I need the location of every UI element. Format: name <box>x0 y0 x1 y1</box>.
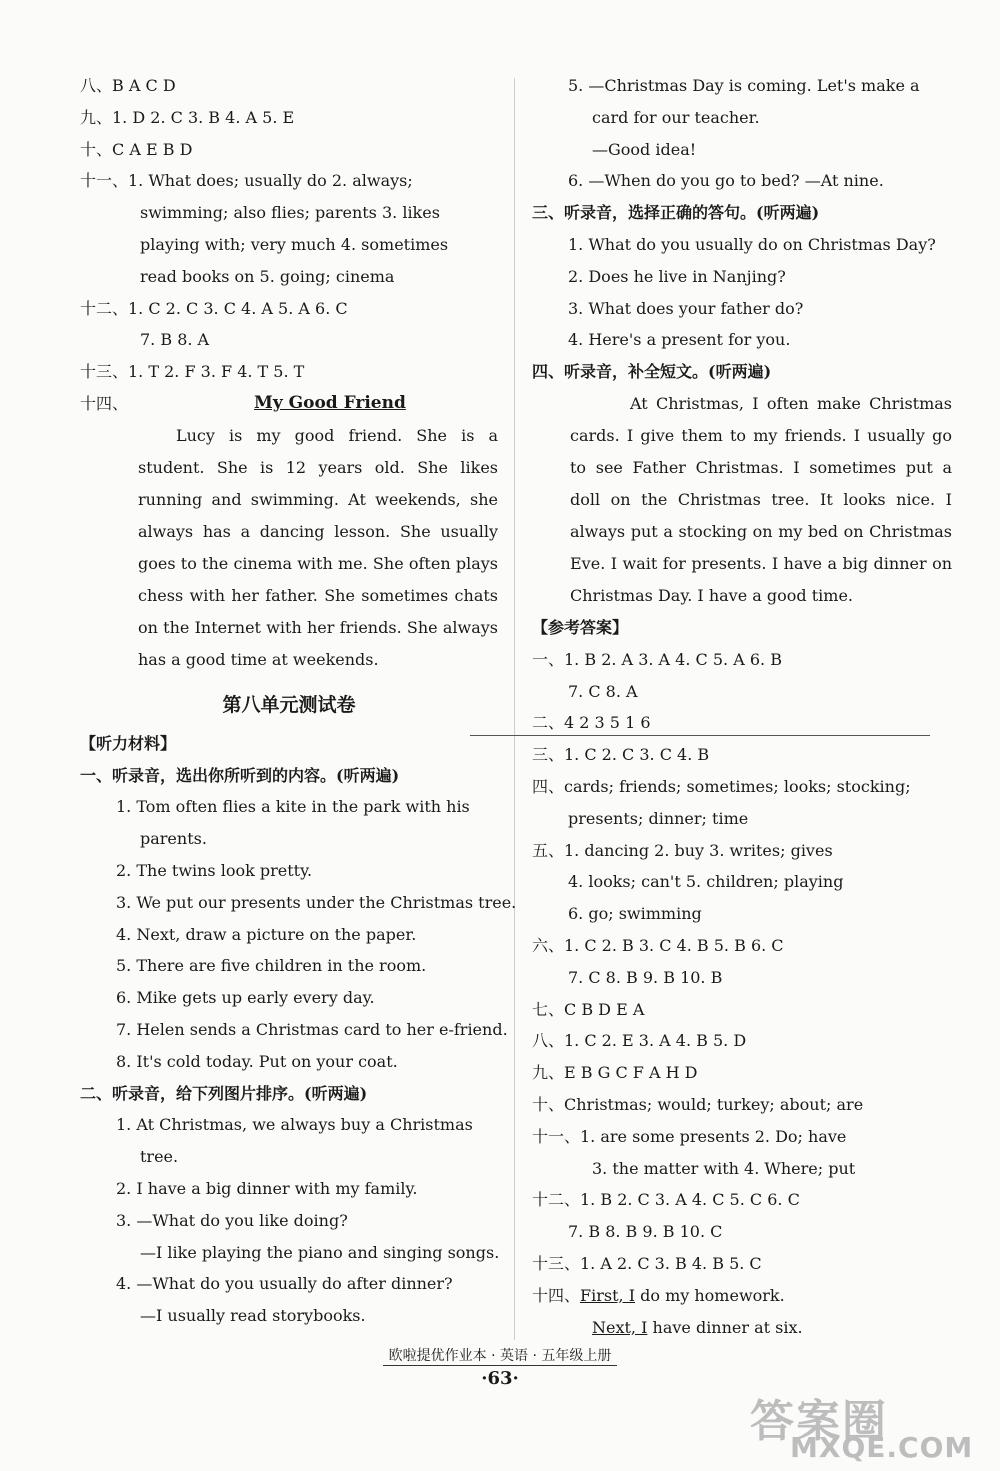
list-item: 1. What do you usually do on Christmas Day? <box>568 234 936 254</box>
answers-header: 【参考答案】 <box>532 617 629 637</box>
section-3-title: 三、听录音，选择正确的答句。(听两遍) <box>532 203 820 223</box>
answer-text: have dinner at six. <box>647 1317 803 1337</box>
answer-line <box>532 1312 952 1344</box>
underlined-text: First, I <box>580 1285 636 1305</box>
answer-line: 6. go; swimming <box>568 904 702 924</box>
answer-line: 九、1. D 2. C 3. B 4. A 5. E <box>80 107 295 127</box>
watermark-text: 答案圈 <box>750 1396 888 1447</box>
story-paragraph: Lucy is my good friend. She is a student. She is 12 years old. She likes running and swimming. At weekends, she always has a dancing lesson. She usually goes to the cinema with me. She often plays chess with her father. She sometimes chats on the Internet with her friends. She always has a good time at weekends. <box>138 425 498 669</box>
list-item: 3. What does your father do? <box>568 298 804 318</box>
list-item: 2. I have a big dinner with my family. <box>116 1178 418 1198</box>
answer-line: 八、1. C 2. E 3. A 4. B 5. D <box>532 1031 747 1051</box>
watermark-url: MXQE.COM <box>790 1431 974 1464</box>
footer <box>0 1345 1000 1366</box>
list-item: 4. Here's a present for you. <box>568 330 791 350</box>
list-item: 3. —What do you like doing? <box>116 1210 348 1230</box>
answer-line: 六、1. C 2. B 3. C 4. B 5. B 6. C <box>532 935 784 955</box>
answer-line: 十、Christmas; would; turkey; about; are <box>532 1094 864 1114</box>
answer-line: 三、1. C 2. C 3. C 4. B <box>532 745 710 765</box>
section-1-title: 一、听录音，选出你所听到的内容。(听两遍) <box>80 765 400 785</box>
list-item: 8. It's cold today. Put on your coat. <box>116 1051 398 1071</box>
answer-line: 一、1. B 2. A 3. A 4. C 5. A 6. B <box>532 649 782 669</box>
answer-text: do my homework. <box>635 1285 785 1305</box>
right-column <box>532 70 952 1343</box>
section-4-title: 四、听录音，补全短文。(听两遍) <box>532 362 772 382</box>
list-item: tree. <box>140 1147 179 1167</box>
answer-line: 二、4 2 3 5 1 6 <box>532 713 651 733</box>
list-item: 5. There are five children in the room. <box>116 956 427 976</box>
list-item: 2. Does he live in Nanjing? <box>568 266 786 286</box>
answer-line: 四、cards; friends; sometimes; looks; stocking; <box>532 776 911 796</box>
answer-line: 7. B 8. B 9. B 10. C <box>568 1222 723 1242</box>
answer-line <box>532 1280 952 1312</box>
section-2-title: 二、听录音，给下列图片排序。(听两遍) <box>80 1083 368 1103</box>
answer-line: 八、B A C D <box>80 76 176 95</box>
list-item: 4. —What do you usually do after dinner? <box>116 1274 453 1294</box>
listening-header: 【听力材料】 <box>80 733 177 753</box>
list-item: 5. —Christmas Day is coming. Let's make a <box>568 76 920 95</box>
list-item: 2. The twins look pretty. <box>116 860 313 880</box>
answer-line: 五、1. dancing 2. buy 3. writes; gives <box>532 840 833 860</box>
list-item: —Good idea! <box>592 139 697 159</box>
answer-line: read books on 5. going; cinema <box>140 266 395 286</box>
underlined-text: Next, I <box>592 1317 648 1337</box>
answer-line: 十一、1. are some presents 2. Do; have <box>532 1126 847 1146</box>
list-item: 7. Helen sends a Christmas card to her e-friend. <box>116 1019 508 1039</box>
q14-label: 十四、 <box>532 1285 581 1305</box>
answer-line: 十一、1. What does; usually do 2. always; <box>80 171 413 191</box>
list-item: 4. Next, draw a picture on the paper. <box>116 924 417 944</box>
list-item: 1. At Christmas, we always buy a Christmas <box>116 1115 473 1135</box>
list-item: parents. <box>140 829 207 849</box>
answer-line: 七、C B D E A <box>532 999 645 1019</box>
q14-label: 十四、 <box>80 393 129 413</box>
unit-title: 第八单元测试卷 <box>222 693 356 716</box>
list-item: —I usually read storybooks. <box>140 1306 366 1326</box>
list-item: —I like playing the piano and singing songs. <box>140 1242 500 1262</box>
answer-line: 九、E B G C F A H D <box>532 1063 698 1083</box>
answer-line: 十二、1. C 2. C 3. C 4. A 5. A 6. C <box>80 298 348 318</box>
list-item: card for our teacher. <box>592 107 760 127</box>
answer-line: swimming; also flies; parents 3. likes <box>140 203 440 223</box>
answer-line: 十二、1. B 2. C 3. A 4. C 5. C 6. C <box>532 1190 800 1210</box>
watermark-logo <box>750 1385 980 1465</box>
answer-line: 十三、1. A 2. C 3. B 4. B 5. C <box>532 1253 762 1273</box>
list-item: 6. —When do you go to bed? —At nine. <box>568 171 884 191</box>
book-title: 欧啦提优作业本 · 英语 · 五年级上册 <box>383 1345 618 1366</box>
answer-line: presents; dinner; time <box>568 808 749 828</box>
answer-line: 十、C A E B D <box>80 139 193 159</box>
answer-line: 3. the matter with 4. Where; put <box>592 1158 856 1178</box>
list-item: 6. Mike gets up early every day. <box>116 988 375 1008</box>
q14-heading <box>80 388 498 420</box>
story-title: My Good Friend <box>254 392 406 413</box>
answer-line: 十三、1. T 2. F 3. F 4. T 5. T <box>80 362 305 382</box>
answer-line: 4. looks; can't 5. children; playing <box>568 872 844 892</box>
answer-line: 7. C 8. A <box>568 681 638 701</box>
list-item: 3. We put our presents under the Christmas tree. <box>116 892 517 912</box>
list-item: 1. Tom often flies a kite in the park with his <box>116 797 470 817</box>
answer-line: 7. B 8. A <box>140 330 210 350</box>
passage-paragraph: At Christmas, I often make Christmas cards. I give them to my friends. I usually go to see Father Christmas. I sometimes put a doll on the Christmas tree. It looks nice. I always put a stocking on my bed on Christmas Eve. I wait for presents. I have a big dinner on Christmas Day. I have a good time. <box>570 393 952 605</box>
page-number: ·63· <box>481 1368 519 1389</box>
column-divider <box>514 78 515 1340</box>
answer-line: playing with; very much 4. sometimes <box>140 234 449 254</box>
answer-line: 7. C 8. B 9. B 10. B <box>568 967 723 987</box>
left-column <box>80 70 517 1332</box>
